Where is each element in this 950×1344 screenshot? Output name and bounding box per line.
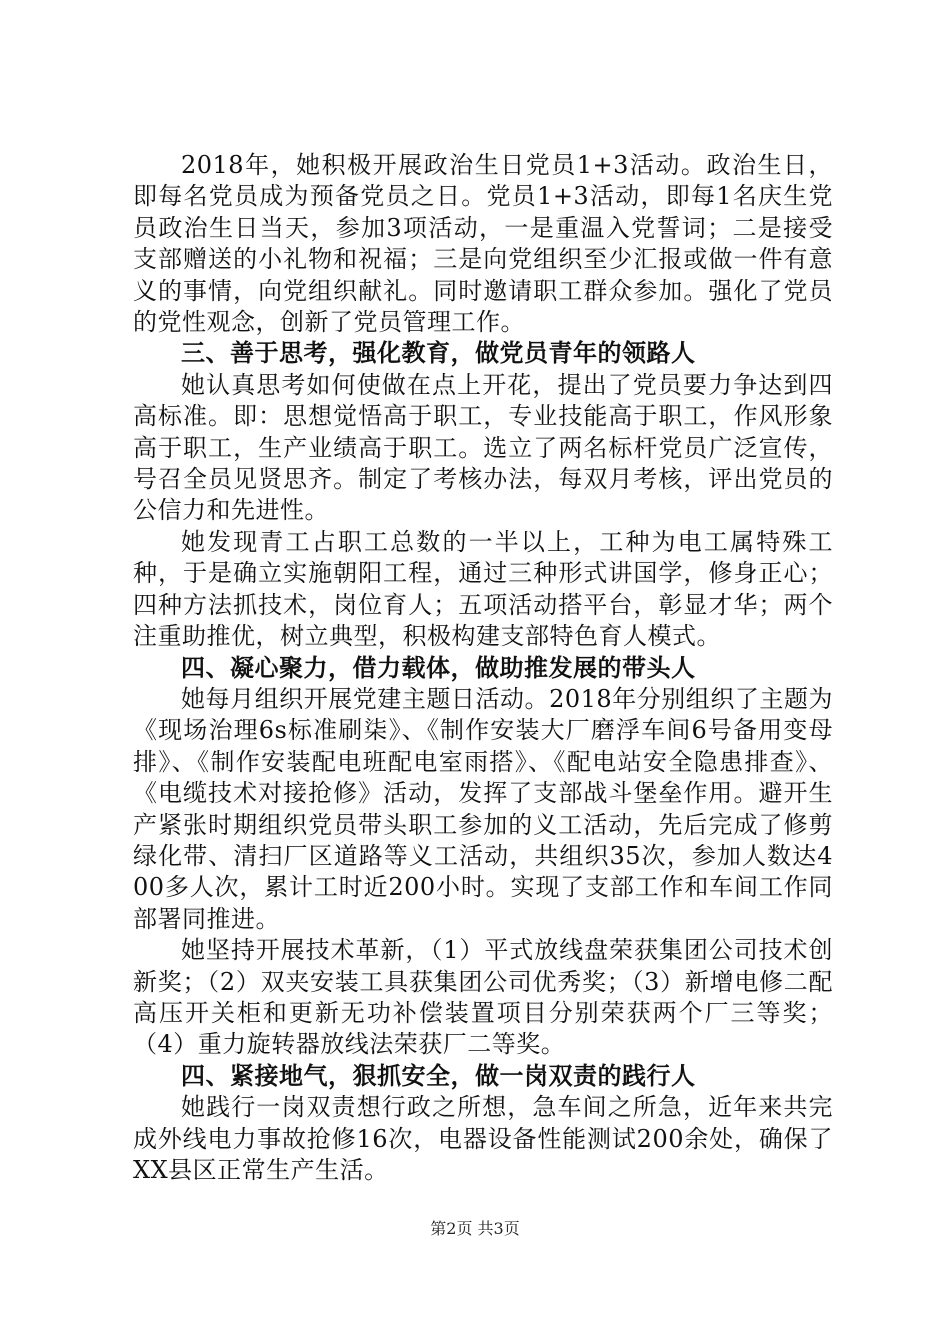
section-heading-four-b: 四、紧接地气，狠抓安全，做一岗双责的践行人 (181, 1061, 696, 1090)
section-heading-three: 三、善于思考，强化教育，做党员青年的领路人 (181, 339, 696, 368)
paragraph-political-birthday: 2018年，她积极开展政治生日党员1+3活动。政治生日，即每名党员成为预备党员之日。党员1+3活动，即每1名庆生党员政治生日当天，参加3项活动，一是重温入党誓词；二是接受支部赠送的小礼物和祝福；三是向党组织至少汇报或做一件有意义的事情，向党组织献礼。同时邀请职工群众参加。强化了党员的党性观念，创新了党员管理工作。 (133, 151, 833, 337)
paragraph-theme-day: 她每月组织开展党建主题日活动。2018年分别组织了主题为《现场治理6s标准刷柒》、《制作安装大厂磨浮车间6号备用变母排》、《制作安装配电班配电室雨搭》、《配电站安全隐患排查》、《电缆技术对接抢修》活动，发挥了支部战斗堡垒作用。避开生产紧张时期组织党员带头职工参加的义工活动，先后完成了修剪绿化带、清扫厂区道路等义工活动，共组织35次，参加人数达400多人次，累计工时近200小时。实现了支部工作和车间工作同部署同推进。 (133, 684, 833, 933)
page-number-footer: 第2页 共3页 (430, 1219, 520, 1238)
paragraph-safety-duty: 她践行一岗双责想行政之所想，急车间之所急，近年来共完成外线电力事故抢修16次，电器设备性能测试200余处，确保了XX县区正常生产生活。 (133, 1093, 833, 1184)
section-heading-four-a: 四、凝心聚力，借力载体，做助推发展的带头人 (181, 653, 696, 682)
paragraph-tech-innovation: 她坚持开展技术革新，（1）平式放线盘荣获集团公司技术创新奖；（2）双夹安装工具获集团公司优秀奖；（3）新增电修二配高压开关柜和更新无功补偿装置项目分别荣获两个厂三等奖；（4）重力旋转器放线法荣获厂二等奖。 (133, 936, 833, 1059)
document-body (133, 150, 833, 1186)
paragraph-four-high-standards: 她认真思考如何使做在点上开花，提出了党员要力争达到四高标准。即：思想觉悟高于职工，专业技能高于职工，作风形象高于职工，生产业绩高于职工。选立了两名标杆党员广泛宣传，号召全员见贤思齐。制定了考核办法，每双月考核，评出党员的公信力和先进性。 (133, 370, 833, 525)
paragraph-youth-project: 她发现青工占职工总数的一半以上，工种为电工属特殊工种，于是确立实施朝阳工程，通过三种形式讲国学，修身正心；四种方法抓技术，岗位育人；五项活动搭平台，彰显才华；两个注重助推优，树立典型，积极构建支部特色育人模式。 (133, 527, 833, 651)
